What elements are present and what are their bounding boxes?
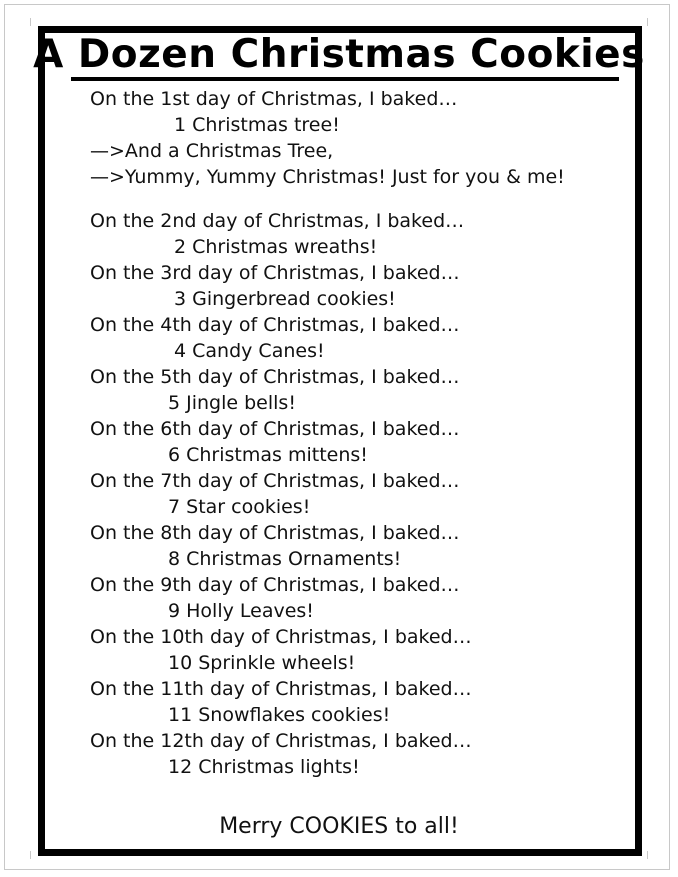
margin-mark (30, 18, 31, 26)
verse-day-line: On the 5th day of Christmas, I baked… (90, 366, 460, 388)
verse-item-line: 3 Gingerbread cookies! (174, 288, 396, 310)
verse-list (90, 208, 630, 780)
verse-day-line: On the 6th day of Christmas, I baked… (90, 418, 460, 440)
verse-item-line: 7 Star cookies! (168, 496, 311, 518)
margin-mark (647, 851, 648, 859)
verse-day-line: On the 10th day of Christmas, I baked… (90, 626, 472, 648)
verse-item-line: 10 Sprinkle wheels! (168, 652, 356, 674)
verse-day-line: On the 4th day of Christmas, I baked… (90, 314, 460, 336)
verse-day-line: On the 1st day of Christmas, I baked… (90, 88, 458, 110)
margin-mark (647, 18, 648, 26)
verse-1 (90, 86, 630, 190)
verse-item-line: 5 Jingle bells! (168, 392, 296, 414)
verse-day-line: On the 7th day of Christmas, I baked… (90, 470, 460, 492)
verse-day-line: On the 8th day of Christmas, I baked… (90, 522, 460, 544)
page-title: A Dozen Christmas Cookies (33, 32, 645, 77)
margin-mark (30, 851, 31, 859)
closing-line: Merry COOKIES to all! (219, 814, 459, 839)
verse-item-line: 6 Christmas mittens! (168, 444, 368, 466)
verse-extra-line: —>Yummy, Yummy Christmas! Just for you & me! (90, 166, 565, 188)
verse-item-line: 2 Christmas wreaths! (174, 236, 378, 258)
verse-item-line: 12 Christmas lights! (168, 756, 360, 778)
verse-day-line: On the 11th day of Christmas, I baked… (90, 678, 472, 700)
verse-item-line: 11 Snowflakes cookies! (168, 704, 391, 726)
verse-day-line: On the 12th day of Christmas, I baked… (90, 730, 472, 752)
verse-item-line: 9 Holly Leaves! (168, 600, 314, 622)
verse-day-line: On the 9th day of Christmas, I baked… (90, 574, 460, 596)
verse-extra-line: —>And a Christmas Tree, (90, 140, 334, 162)
verse-item-line: 1 Christmas tree! (174, 114, 340, 136)
verse-day-line: On the 2nd day of Christmas, I baked… (90, 210, 465, 232)
verse-day-line: On the 3rd day of Christmas, I baked… (90, 262, 460, 284)
verse-item-line: 8 Christmas Ornaments! (168, 548, 402, 570)
verse-item-line: 4 Candy Canes! (174, 340, 325, 362)
title-underline (71, 77, 619, 81)
